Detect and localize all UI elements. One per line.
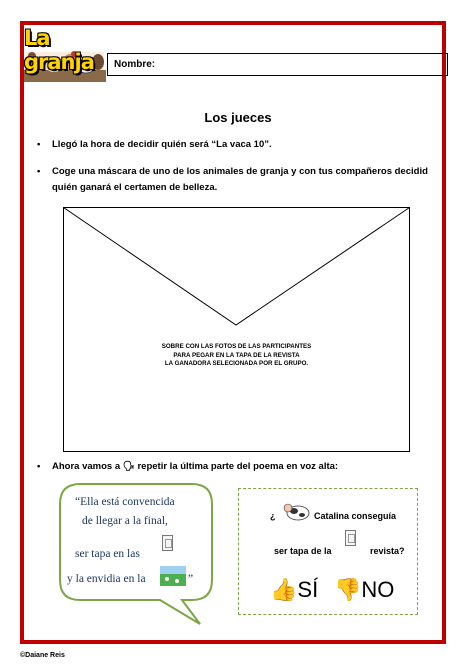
meadow-icon <box>160 566 186 586</box>
poem-line: ser tapa en las <box>75 548 140 560</box>
name-label: Nombre: <box>114 59 156 70</box>
poem-line: de llegar a la final, <box>82 515 168 527</box>
logo-title: La granja <box>24 26 94 74</box>
name-field[interactable] <box>107 53 448 76</box>
list-item: • Llegó la hora de decidir quién será “La vaca 10”. <box>37 137 272 153</box>
poem-line: “Ella está convencida <box>75 496 175 508</box>
magazine-icon <box>162 535 173 551</box>
thumbs-down-icon: 👎 <box>334 577 362 602</box>
yes-option[interactable]: 👍SÍ <box>270 577 319 602</box>
speaking-head-icon: 🗣 <box>122 461 135 472</box>
list-item: • Coge una máscara de uno de los animales de granja y con tus compañeros decidid quién ganará el certamen de belleza. <box>37 166 428 193</box>
thumbs-up-icon: 👍 <box>270 577 298 602</box>
bullet-icon: • <box>37 166 41 177</box>
no-option[interactable]: 👎NO <box>334 577 395 602</box>
list-item: • Ahora vamos a 🗣 repetir la última parte del poema en voz alta: <box>37 459 338 475</box>
poem-line: y la envidia en la <box>67 573 146 585</box>
envelope-drawing <box>63 207 410 452</box>
magazine-icon <box>345 530 356 546</box>
copyright-footer: ©Daiane Reis <box>20 652 65 659</box>
farm-logo <box>24 26 106 82</box>
bullet-icon: • <box>37 461 41 472</box>
envelope-caption: SOBRE CON LAS FOTOS DE LAS PARTICIPANTES PARA PEGAR EN LA TAPA DE LA REVISTA LA GANADORA SELECIONADA POR EL GRUPO. <box>161 343 312 367</box>
bullet-icon: • <box>37 139 41 150</box>
page-title: Los jueces <box>204 110 272 125</box>
cow-icon <box>283 500 311 522</box>
